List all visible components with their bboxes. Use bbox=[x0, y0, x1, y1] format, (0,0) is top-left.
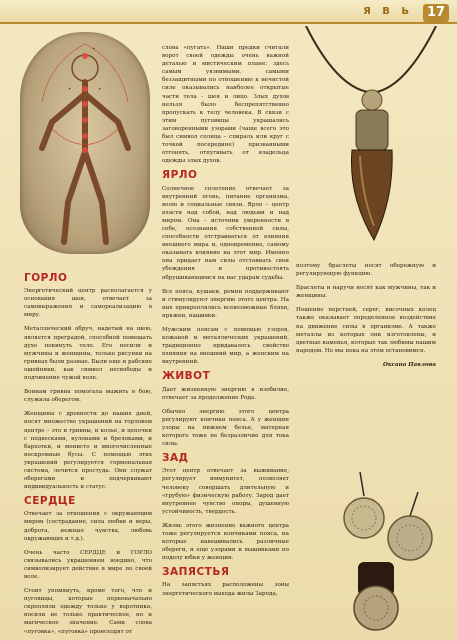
author-signature: Оксана Павлова bbox=[382, 361, 436, 368]
page-number: 17 bbox=[423, 4, 449, 22]
svg-text:✦: ✦ bbox=[92, 46, 96, 51]
svg-text:✦: ✦ bbox=[68, 86, 72, 91]
paragraph: Энергетический центр располагается у основания шеи, отвечает за самовыражения и самореализацию в миру. bbox=[24, 288, 152, 319]
paragraph: Ношение перстней, серег, височных колец также оказывает определенное воздействие на движение силы в организме. А также металлы из которых они изготовлены, и цветные каменья, которые так любимы нашим народом. Но мы пока на этом остановимся. bbox=[296, 307, 436, 354]
section-heading-gorlo: ГОРЛО bbox=[24, 272, 68, 284]
fang-pendant-photo bbox=[296, 26, 446, 254]
section-heading-yarlo: ЯРЛО bbox=[162, 169, 198, 182]
column-1 bbox=[24, 270, 152, 640]
energy-centers-illustration bbox=[20, 32, 150, 254]
paragraph: Отвечает за отношения с окружающим миром (сострадание, сила любви и веры, доброта, нежные чувства, любовь окружающих и т.д.). bbox=[24, 511, 152, 542]
paragraph: Солнечное сплетение отвечает за внутренний огонь, питание организма, волю и социальные связи. Ярло – центр власти над собой, над людьми и над миром. Она - источник уверенности в себе, осознания собственной силы, способности отстраиваться от влияния внешнего мира и, одновременно, самому оказывать влияние на этот мир. Именно она придает нам силы отстаивать свои убеждения и противостоять обрушивающимся на нас ударам судьбы. bbox=[162, 185, 289, 281]
section-heading-zhivot: ЖИВОТ bbox=[162, 370, 211, 383]
paragraph: слова «пугать». Наши предки считали ворот своей одежды очень важной деталью и мистическим плане: здесь самым уязвимыми, самыми беззащитными по отношению к нечистой силе оказывались наиболее открытые части тела - шея и лицо. Злых духов нельзя было беспрепятственно пропускать к телу человека. В связи с этим пуговицы украшались заговоренными узорами (чаще всего это был символ солнца – спираль или круг с точкой посередине) призванными отгонять, отпугивать от владельца одежды злых духов. bbox=[162, 45, 289, 165]
paragraph: Стоит упомянуть, кроме того, что и пуговицы, которые первоначально скрепляли одежду только у воротника, носили не только практическое, но и магическое значение. Сами слова «пуговка», «пуговка» происходят от bbox=[24, 588, 152, 635]
paragraph: Обычно энергию этого центра регулируют кончики пояса. А у женщин узоры на нижнем белье, матерная которого тоже не безразличие для тока силы. bbox=[162, 408, 289, 448]
section-heading-zapyastya: ЗАПЯСТЬЯ bbox=[162, 566, 230, 579]
paragraph: Все пояса, кушаки, ремни поддерживают и стимулируют энергию этого центра. На них прикреплялись всевозможные бляхи, пряжки, нашивки. bbox=[162, 288, 289, 319]
silver-bead-pendants-photo bbox=[300, 472, 450, 636]
paragraph: Женщины с древности до наших дней, носят множество украшений на горловом центре – это и гривны, и колье, и цепочки с подвесками, кулонами и брелоками, и бархотки, и монисто и многочисленные нескромные бусы. С помощью этих украшений регулируется гормональная система, лечится простуда. Они служат оберегами и подчеркивают индивидуальность и статус. bbox=[24, 411, 152, 491]
paragraph: поэтому браслеты носят обережную и регулирующую функцию. bbox=[296, 263, 436, 278]
paragraph: Воинам гривна помогала выжить в бою, служила оберегом. bbox=[24, 389, 152, 404]
bead-pendant-icon bbox=[300, 472, 450, 636]
fang-pendant-icon bbox=[296, 26, 446, 254]
paragraph: Браслеты и наручи носят как мужчины, так и женщины. bbox=[296, 285, 436, 300]
column-3 bbox=[296, 262, 436, 375]
paragraph: Мужским поясам с помощью узоров, кожаной и металлических украшений, традиционно придавалось свойство влияния на внешний мир, а женским на внутренний. bbox=[162, 327, 289, 366]
section-heading-serdce: СЕРДЦЕ bbox=[24, 495, 76, 508]
column-2 bbox=[162, 44, 289, 604]
human-figure-icon bbox=[20, 32, 150, 254]
paragraph: На запястьях расположены зоны энергетического выхода жилы Зарода, bbox=[162, 582, 289, 597]
section-heading-zad: ЗАД bbox=[162, 452, 189, 465]
paragraph: Дает жизненную энергию в изобилие, отвечает за продолжение Рода. bbox=[162, 386, 289, 401]
magazine-title: Я В Ь bbox=[363, 6, 413, 17]
paragraph: Жизнь этого жизненно важного центра тоже регулируется кончиками пояса, на которые навешивались различные обереги, и еще узорами и вышивками по подолу юбки у женщин. bbox=[162, 522, 289, 562]
paragraph: Этот центр отвечает за выживание, регулирует иммунитет, позволяет человеку совершать длительную и «грубую» физическую работу. Зарод дает внутреннее чувство опоры, душевную устойчивость, твердость. bbox=[162, 468, 289, 515]
header-divider bbox=[0, 22, 457, 24]
paragraph: Металлический обруч, надетый на шею, является преградой, способной помешать духе покинуть тело. Его носили и мужчины и женщины, только рисунки на гривнах были разные. Были еще и рабские ошейники, как символ несвободы и подчинение чужой воле. bbox=[24, 326, 152, 382]
paragraph: Очень часто СЕРДЦЕ и ГОРЛО связывались украшением воедино, что символизирует действие в мире по своей воле. bbox=[24, 549, 152, 580]
svg-text:✦: ✦ bbox=[98, 86, 102, 91]
